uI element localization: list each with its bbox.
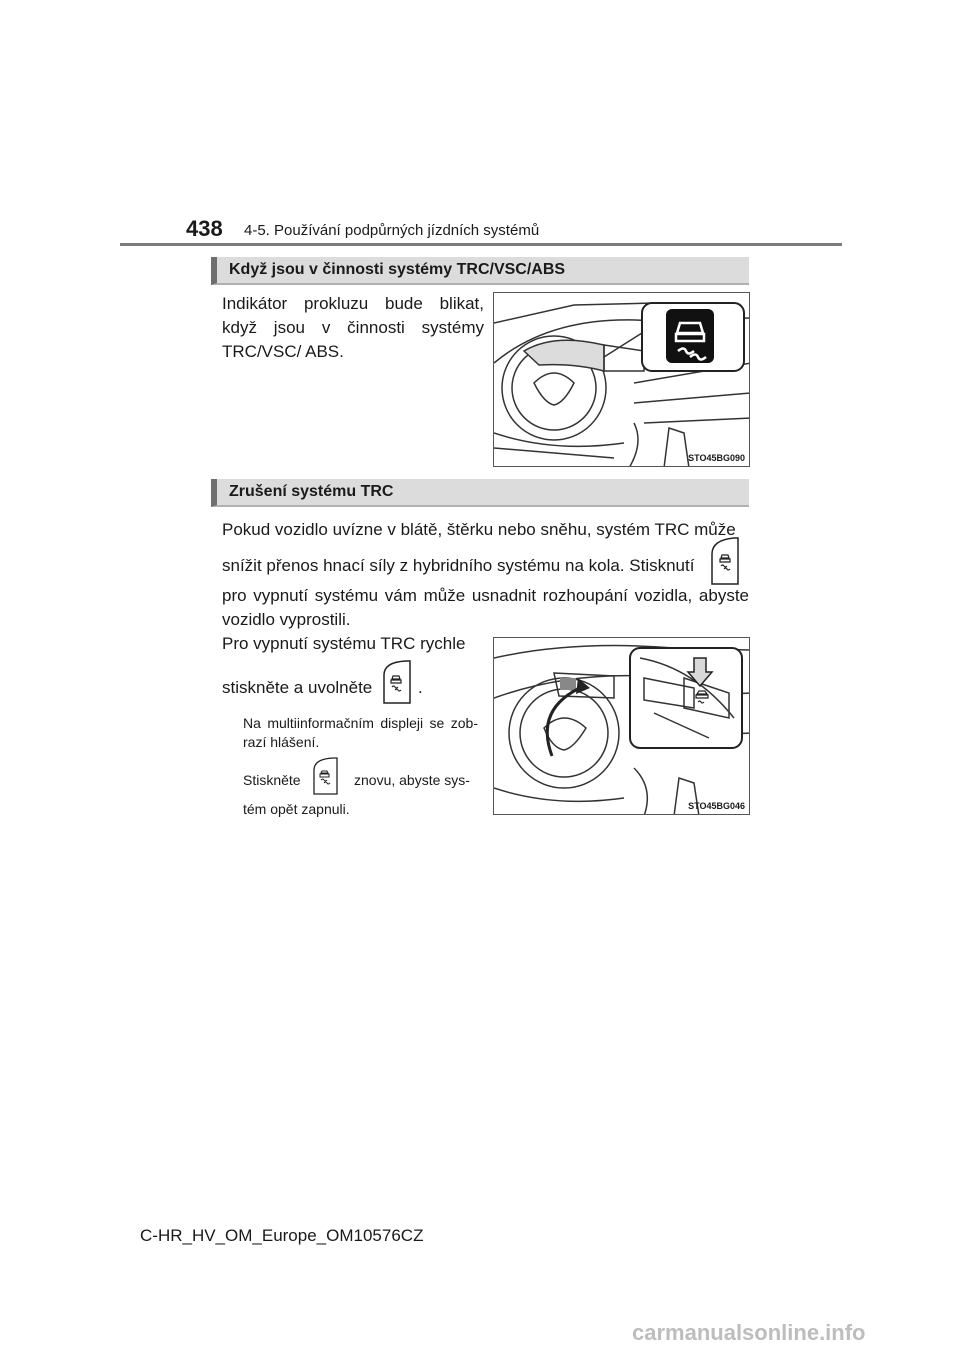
section-heading-trc-vsc-abs	[211, 257, 749, 285]
section-heading-text: Když jsou v činnosti systémy TRC/VSC/ABS	[229, 261, 566, 278]
section-heading-text: Zrušení systému TRC	[229, 483, 394, 500]
page-number: 438	[186, 216, 223, 241]
watermark: carmanualsonline.info	[632, 1320, 866, 1345]
section2-para2-line2	[222, 676, 372, 700]
trc-off-switch-figure	[493, 637, 750, 815]
note-press-again-a: Stiskněte	[243, 772, 301, 788]
section2-para2-end: .	[418, 678, 423, 697]
section2-para1-line3: pro vypnutí systému vám může usnadnit rozhoupání vozidla, abyste vozidlo vyprostili.	[222, 586, 749, 629]
note-display-message: Na multiinformačním displeji se zob- razí hlášení.	[243, 715, 478, 750]
document-id: C-HR_HV_OM_Europe_OM10576CZ	[140, 1226, 424, 1245]
section2-para2-line2-text: stiskněte a uvolněte	[222, 678, 373, 697]
section-heading-trc-off	[211, 479, 749, 507]
steering-switch-illustration	[494, 638, 750, 815]
trc-off-switch-icon	[380, 659, 414, 705]
slip-indicator-figure	[493, 292, 750, 467]
section2-para2-line1: Pro vypnutí systému TRC rychle	[222, 634, 466, 653]
section2-para1-line2-text: snížit přenos hnací síly z hybridního systému na kola. Stisknutí	[222, 556, 695, 575]
section2-para1-line2	[222, 554, 749, 578]
note-press-again-c: tém opět zapnuli.	[243, 801, 350, 817]
section1-text: Indikátor prokluzu bude blikat, když jsou v činnosti systémy TRC/VSC/ ABS.	[222, 294, 484, 361]
trc-off-switch-icon	[311, 756, 341, 796]
figure-code: STO45BG046	[688, 801, 745, 811]
figure-code: STO45BG090	[688, 453, 745, 463]
header-rule	[120, 243, 842, 246]
trc-off-switch-icon	[704, 536, 744, 586]
note-press-again-b: znovu, abyste sys-	[354, 772, 470, 788]
chapter-title: 4-5. Používání podpůrných jízdních systémů	[244, 222, 540, 239]
dashboard-illustration	[494, 293, 750, 467]
section2-para1-line1: Pokud vozidlo uvízne v blátě, štěrku nebo sněhu, systém TRC může	[222, 520, 736, 539]
